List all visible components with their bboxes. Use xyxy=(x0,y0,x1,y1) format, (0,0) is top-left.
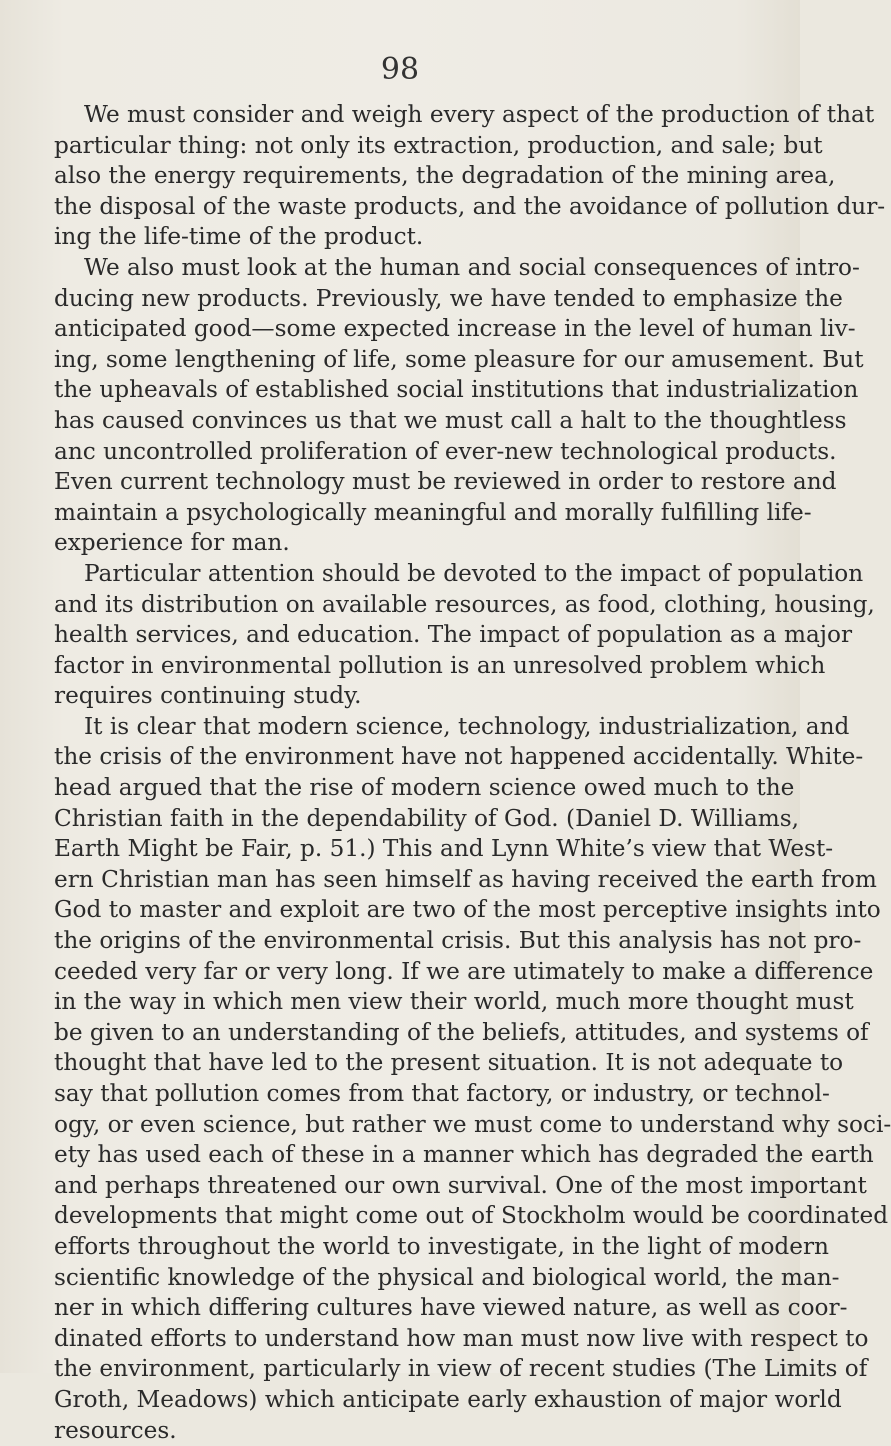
text-line: experience for man. xyxy=(54,529,290,557)
text-line: has caused convinces us that we must call a halt to the thoughtless xyxy=(54,406,847,434)
text-line: the environment, particularly in view of recent studies (The Limits of xyxy=(54,1355,868,1383)
text-line: Groth, Meadows) which anticipate early exhaustion of major world xyxy=(54,1385,842,1413)
text-line: anc uncontrolled proliferation of ever-new technological products. xyxy=(54,437,837,465)
text-line: say that pollution comes from that factory, or industry, or technol- xyxy=(54,1080,830,1107)
text-line: We also must look at the human and social consequences of intro- xyxy=(84,253,860,281)
paragraph xyxy=(54,712,891,1446)
text-line: health services, and education. The impact of population as a major xyxy=(54,621,853,649)
paragraph xyxy=(54,100,886,253)
text-line: the disposal of the waste products, and the avoidance of pollution dur- xyxy=(54,192,886,220)
text-line: scientific knowledge of the physical and biological world, the man- xyxy=(54,1263,840,1291)
body-text xyxy=(54,100,891,1446)
text-line: Particular attention should be devoted to the impact of population xyxy=(84,559,864,587)
paragraph xyxy=(54,559,875,712)
text-line: God to master and exploit are two of the most perceptive insights into xyxy=(54,896,881,924)
text-line: ner in which differing cultures have viewed nature, as well as coor- xyxy=(54,1294,848,1322)
text-line: the crisis of the environment have not happened accidentally. White- xyxy=(54,743,864,771)
text-line: resources. xyxy=(54,1416,177,1444)
text-line: the origins of the environmental crisis. But this analysis has not pro- xyxy=(54,927,862,955)
text-line: and its distribution on available resources, as food, clothing, housing, xyxy=(54,590,875,618)
text-line: We must consider and weigh every aspect of the production of that xyxy=(84,101,875,128)
text-line: maintain a psychologically meaningful and morally fulfilling life- xyxy=(54,498,812,526)
text-line: Christian faith in the dependability of God. (Daniel D. Williams, xyxy=(54,804,800,832)
text-line: ducing new products. Previously, we have tended to emphasize the xyxy=(54,284,843,312)
page-number: 98 xyxy=(380,52,420,87)
text-line: efforts throughout the world to investigate, in the light of modern xyxy=(54,1232,829,1260)
text-line: head argued that the rise of modern science owed much to the xyxy=(54,774,795,802)
paragraph xyxy=(54,253,864,559)
text-line: anticipated good—some expected increase in the level of human liv- xyxy=(54,315,856,343)
text-line: ern Christian man has seen himself as having received the earth from xyxy=(54,865,877,893)
text-line: ceeded very far or very long. If we are utimately to make a difference xyxy=(54,957,874,985)
text-line: be given to an understanding of the beliefs, attitudes, and systems of xyxy=(54,1018,869,1046)
text-line: also the energy requirements, the degradation of the mining area, xyxy=(54,162,836,190)
text-line: requires continuing study. xyxy=(54,682,362,710)
text-line: dinated efforts to understand how man must now live with respect to xyxy=(54,1324,869,1352)
text-line: Earth Might be Fair, p. 51.) This and Lynn White’s view that West- xyxy=(54,835,834,863)
text-line: thought that have led to the present situation. It is not adequate to xyxy=(54,1049,844,1077)
text-line: particular thing: not only its extraction, production, and sale; but xyxy=(54,131,823,159)
text-line: factor in environmental pollution is an unresolved problem which xyxy=(54,651,826,679)
text-line: developments that might come out of Stockholm would be coordinated xyxy=(54,1202,889,1230)
text-line: ogy, or even science, but rather we must come to understand why soci- xyxy=(54,1110,891,1138)
text-line: Even current technology must be reviewed in order to restore and xyxy=(54,468,837,496)
text-line: ing the life-time of the product. xyxy=(54,223,424,251)
text-line: ing, some lengthening of life, some pleasure for our amusement. But xyxy=(54,345,864,373)
text-line: It is clear that modern science, technology, industrialization, and xyxy=(84,712,850,740)
text-line: and perhaps threatened our own survival. One of the most important xyxy=(54,1171,867,1199)
text-line: ety has used each of these in a manner which has degraded the earth xyxy=(54,1141,874,1169)
text-line: in the way in which men view their world, much more thought must xyxy=(54,988,854,1016)
text-line: the upheavals of established social institutions that industrialization xyxy=(54,376,859,404)
